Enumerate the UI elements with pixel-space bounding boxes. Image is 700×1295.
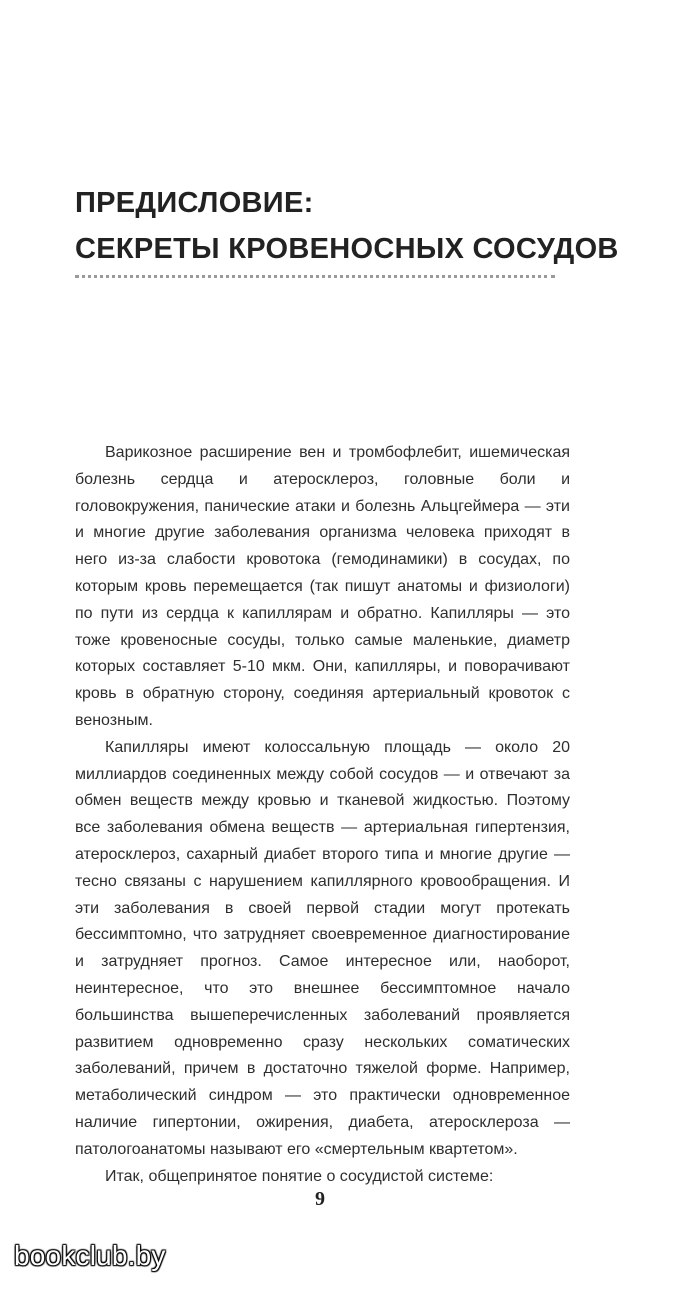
body-text: [75, 440, 570, 1190]
paragraph-1: Варикозное расширение вен и тромбофлебит, ишемическая болезнь сердца и атеросклероз, головные боли и головокружения, панические атаки и болезнь Альцгеймера — эти и многие другие заболевания организма человека приходят в него из-за слабости кровотока (гемодинамики) в сосудах, по которым кровь перемещается (так пишут анатомы и физиологи) по пути из сердца к капиллярам и обратно. Капилляры — это тоже кровеносные сосуды, только самые маленькие, диаметр которых составляет 5-10 мкм. Они, капилляры, и поворачивают кровь в обратную сторону, соединяя артериальный кровоток с венозным.: [75, 444, 570, 729]
paragraph-3: Итак, общепринятое понятие о сосудистой системе:: [105, 1167, 494, 1185]
dotted-divider: [75, 275, 555, 278]
chapter-heading-line-2: СЕКРЕТЫ КРОВЕНОСНЫХ СОСУДОВ: [75, 233, 619, 265]
chapter-heading: [75, 180, 619, 272]
chapter-heading-line-1: ПРЕДИСЛОВИЕ:: [75, 187, 314, 219]
watermark: bookclub.by: [14, 1240, 166, 1271]
paragraph-2: Капилляры имеют колоссальную площадь — около 20 миллиардов соединенных между собой сосудов — и отвечают за обмен веществ между кровью и тканевой жидкостью. Поэтому все заболевания обмена веществ — артериальная гипертензия, атеросклероз, сахарный диабет второго типа и многие другие — тесно связаны с нарушением капиллярного кровообращения. И эти заболевания в своей первой стадии могут протекать бессимптомно, что затрудняет своевременное диагностирование и затрудняет прогноз. Самое интересное или, наоборот, неинтересное, что это внешнее бессимптомное начало большинства вышеперечисленных заболеваний проявляется развитием одновременно сразу нескольких соматических заболеваний, причем в достаточно тяжелой форме. Например, метаболический синдром — это практически одновременное наличие гипертонии, ожирения, диабета, атеросклероза — патологоанатомы называют его «смертельным квартетом».: [75, 738, 570, 1158]
page-number: 9: [315, 1188, 325, 1210]
